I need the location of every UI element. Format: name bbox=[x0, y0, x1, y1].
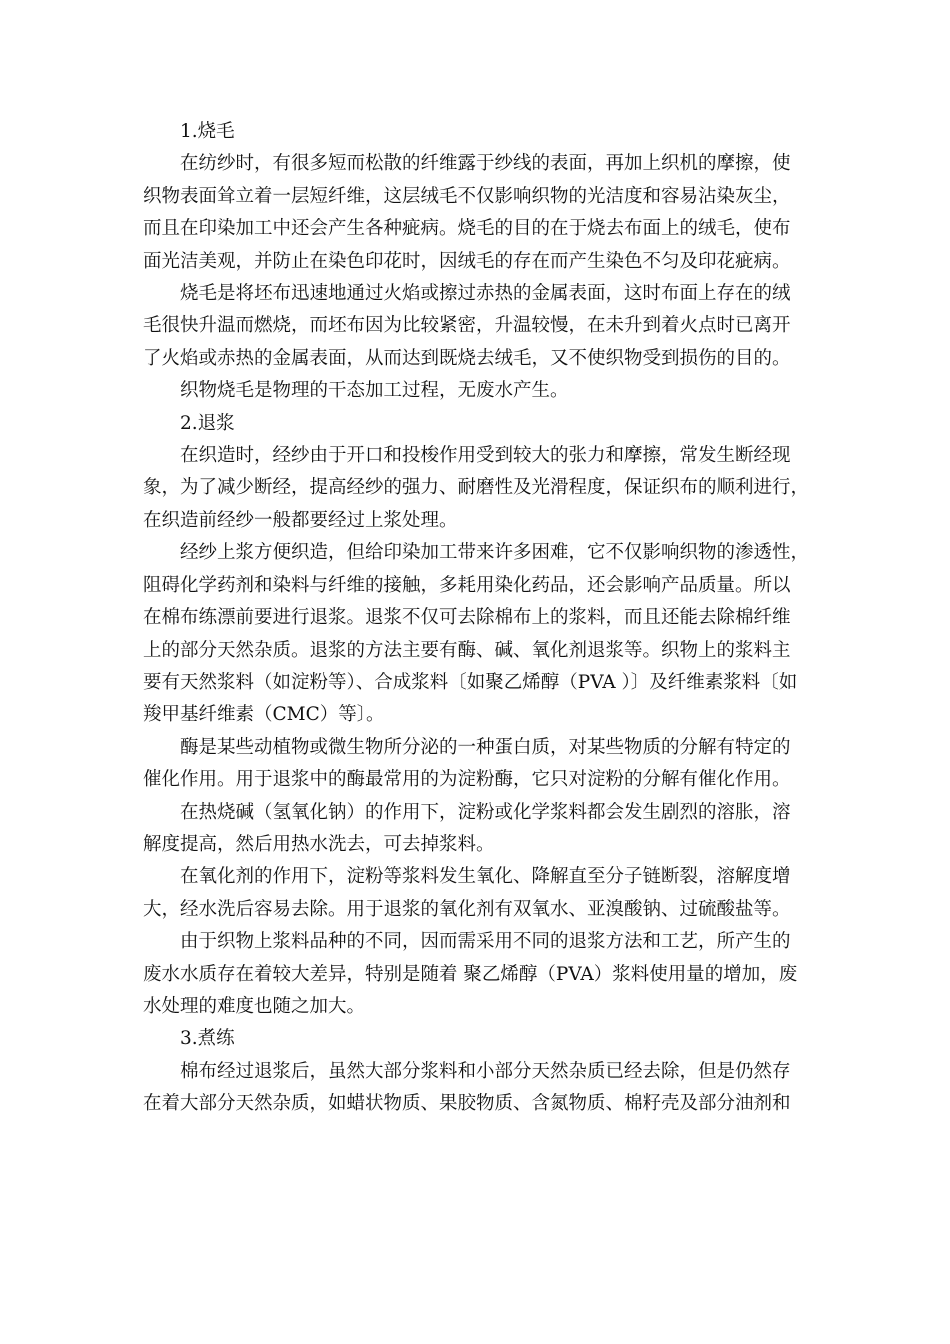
paragraph bbox=[143, 440, 808, 537]
text-line: 上的部分天然杂质。退浆的方法主要有酶、碱、氧化剂退浆等。织物上的浆料主 bbox=[143, 639, 791, 661]
text-line: 在热烧碱（氢氧化钠）的作用下，淀粉或化学浆料都会发生剧烈的溶胀，溶 bbox=[180, 801, 791, 823]
text-line: 在着大部分天然杂质，如蜡状物质、果胶物质、含氮物质、棉籽壳及部分油剂和 bbox=[143, 1093, 791, 1115]
text-line: 在纺纱时，有很多短而松散的纤维露于纱线的表面，再加上织机的摩擦，使 bbox=[180, 153, 791, 175]
text-line: 在氧化剂的作用下，淀粉等浆料发生氧化、降解直至分子链断裂，溶解度增 bbox=[180, 866, 791, 888]
text-line: 织物表面耸立着一层短纤维，这层绒毛不仅影响织物的光洁度和容易沾染灰尘， bbox=[143, 185, 791, 207]
text-line: 大，经水洗后容易去除。用于退浆的氧化剂有双氧水、亚溴酸钠、过硫酸盐等。 bbox=[143, 898, 791, 920]
text-line: 而且在印染加工中还会产生各种疵病。烧毛的目的在于烧去布面上的绒毛，使布 bbox=[143, 218, 791, 240]
text-line: 烧毛是将坯布迅速地通过火焰或擦过赤热的金属表面，这时布面上存在的绒 bbox=[180, 283, 791, 305]
text-line: 面光洁美观，并防止在染色印花时，因绒毛的存在而产生染色不匀及印花疵病。 bbox=[143, 250, 791, 272]
text-line: 解度提高，然后用热水洗去，可去掉浆料。 bbox=[143, 833, 495, 855]
text-line: 经纱上浆方便织造，但给印染加工带来许多困难，它不仅影响织物的渗透性， bbox=[180, 542, 810, 564]
paragraph bbox=[143, 1056, 808, 1121]
section-heading-desizing: 2.退浆 bbox=[180, 412, 235, 434]
text-line: 酶是某些动植物或微生物所分泌的一种蛋白质，对某些物质的分解有特定的 bbox=[180, 736, 791, 758]
text-line: 了火焰或赤热的金属表面，从而达到既烧去绒毛，又不使织物受到损伤的目的。 bbox=[143, 347, 791, 369]
text-line: 象，为了减少断经，提高经纱的强力、耐磨性及光滑程度，保证织布的顺利进行， bbox=[143, 477, 810, 499]
text-line: 废水水质存在着较大差异，特别是随着 聚乙烯醇（PVA）浆料使用量的增加，废 bbox=[143, 963, 798, 985]
paragraph bbox=[143, 732, 808, 797]
text-line: 由于织物上浆料品种的不同，因而需采用不同的退浆方法和工艺，所产生的 bbox=[180, 931, 791, 953]
text-line: 棉布经过退浆后，虽然大部分浆料和小部分天然杂质已经去除，但是仍然存 bbox=[180, 1060, 791, 1082]
text-line: 催化作用。用于退浆中的酶最常用的为淀粉酶，它只对淀粉的分解有催化作用。 bbox=[143, 769, 791, 791]
paragraph bbox=[143, 278, 808, 375]
text-line: 水处理的难度也随之加大。 bbox=[143, 995, 366, 1017]
paragraph bbox=[143, 797, 808, 862]
text-line: 毛很快升温而燃烧，而坯布因为比较紧密，升温较慢，在未升到着火点时已离开 bbox=[143, 315, 791, 337]
text-line: 在棉布练漂前要进行退浆。退浆不仅可去除棉布上的浆料，而且还能去除棉纤维 bbox=[143, 607, 791, 629]
paragraph bbox=[143, 148, 808, 278]
document-page bbox=[143, 116, 808, 1121]
paragraph bbox=[143, 861, 808, 926]
text-line: 要有天然浆料（如淀粉等）、合成浆料〔如聚乙烯醇（PVA ）〕及纤维素浆料〔如 bbox=[143, 671, 798, 693]
section-heading-scouring: 3.煮练 bbox=[180, 1028, 235, 1050]
text-line: 织物烧毛是物理的干态加工过程，无废水产生。 bbox=[180, 380, 569, 402]
text-line: 在织造前经纱一般都要经过上浆处理。 bbox=[143, 509, 458, 531]
paragraph bbox=[143, 537, 808, 731]
section-heading-singeing: 1.烧毛 bbox=[180, 121, 235, 142]
text-line: 阻碍化学药剂和染料与纤维的接触，多耗用染化药品，还会影响产品质量。所以 bbox=[143, 574, 791, 596]
paragraph bbox=[143, 375, 808, 407]
text-line: 在织造时，经纱由于开口和投梭作用受到较大的张力和摩擦，常发生断经现 bbox=[180, 445, 791, 467]
paragraph bbox=[143, 926, 808, 1023]
text-line: 羧甲基纤维素（CMC）等〕。 bbox=[143, 704, 385, 726]
